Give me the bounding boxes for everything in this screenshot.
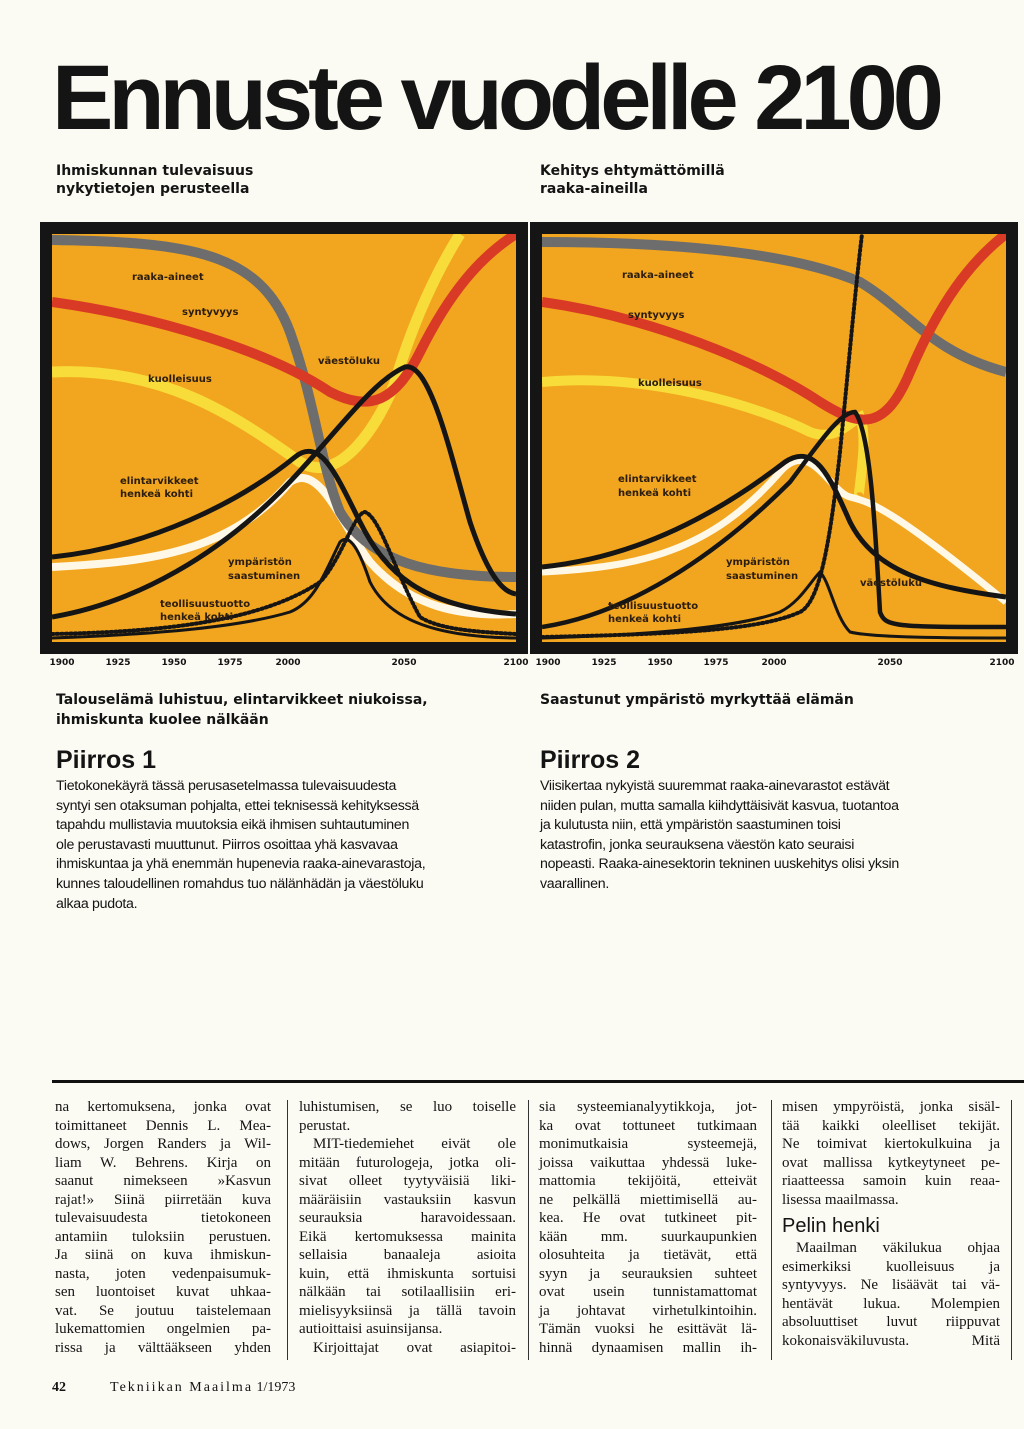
text-line: tulevaisuudesta tietokoneen: [55, 1210, 271, 1226]
page-footer: [52, 1380, 295, 1396]
caption-line: Saastunut ympäristö myrkyttää elämän: [540, 692, 854, 708]
text-line: katastrofin, jonka seurauksena väestön kato seuraisi: [540, 836, 855, 853]
text-line: Viisikertaa nykyistä suuremmat raaka-ainevarastot estävät: [540, 778, 890, 794]
text-line: ovat usein tunnistamattomat: [539, 1284, 757, 1300]
text-line: Eikä kertomuksessa mainita: [299, 1228, 516, 1245]
caption-line: Talouselämä luhistuu, elintarvikkeet niukoissa,: [56, 692, 428, 708]
text-line: rajat!» Siinä piirretään kuva: [55, 1191, 271, 1208]
text-line: sellaisia banaaleja asioita: [299, 1247, 516, 1263]
tick-label: 1975: [703, 658, 729, 668]
text-line: misen ympyröistä, jonka sisäl-: [782, 1099, 1000, 1115]
figure-1-x-axis: [49, 658, 530, 672]
text-line: nasta, joten vedenpaisumuk-: [55, 1265, 271, 1282]
label-elintarvikkeet-2: henkeä kohti: [618, 488, 691, 499]
tick-label: 1950: [161, 658, 187, 668]
text-line: mattomia tekijöitä, etteivät: [539, 1173, 757, 1189]
issue-number: 1/1973: [256, 1380, 296, 1395]
left-subtitle-line: Ihmiskunnan tulevaisuus: [56, 163, 254, 179]
text-line: Tietokonekäyrä tässä perusasetelmassa tulevaisuudesta: [56, 778, 397, 794]
text-line: määräisiin vastauksiin kasvun: [299, 1191, 516, 1208]
label-elintarvikkeet: elintarvikkeet: [618, 474, 697, 485]
tick-label: 1925: [591, 658, 617, 668]
figure-2-chart: [530, 222, 1018, 654]
tick-label: 2100: [989, 658, 1015, 668]
label-ymparisto-2: saastuminen: [228, 571, 301, 582]
text-line: sivat olleet tyytyväisiä liki-: [299, 1173, 516, 1189]
text-line: absoluuttiset luvut riippuvat: [782, 1314, 1000, 1330]
text-line: lisessa maailmassa.: [782, 1191, 899, 1208]
caption-line: ihmiskunta kuolee nälkään: [56, 712, 269, 728]
tick-label: 1900: [535, 658, 561, 668]
text-line: niiden pulan, mutta samalla kiihdyttäisivät kasvua, tuotantoa: [540, 797, 899, 814]
text-line: ne pelkällä miettimisellä au-: [539, 1191, 757, 1208]
text-line: syntyvyys. Ne lisäävät tai vä-: [782, 1277, 1000, 1293]
text-line: ja johtavat virhetulkintoihin.: [539, 1302, 757, 1319]
text-line: hentävät lukua. Molempien: [782, 1295, 1000, 1312]
left-subtitle: [56, 162, 253, 198]
page-title: Ennuste vuodelle 2100: [52, 47, 939, 149]
text-line: riaatteessa samoin kuin reaa-: [782, 1173, 1000, 1189]
text-line: toimittaneet Dennis L. Mea-: [55, 1117, 271, 1134]
figure-2-x-axis: [535, 658, 1016, 672]
text-line: ja kulutusta niin, että ympäristön saastuminen toisi: [540, 817, 841, 834]
figure-1-description: [56, 746, 425, 914]
figure-2-heading: Piirros 2: [540, 746, 641, 774]
text-line: kokonaisväkiluvusta. Mitä: [782, 1332, 1000, 1349]
text-line: lukemattomien ongelmien pa-: [55, 1321, 271, 1337]
text-line: seurauksia haravoidessaan.: [299, 1210, 516, 1226]
text-line: Ja siinä on kuva ihmiskun-: [55, 1247, 271, 1263]
label-teollisuustuotto-2: henkeä kohti: [160, 612, 233, 623]
label-teollisuustuotto: teollisuustuotto: [160, 599, 251, 610]
text-line: esimerkiksi kuolleisuus ja: [782, 1258, 1000, 1275]
text-line: kunnes taloudellinen romahdus tuo nälänhädän ja väestöluku: [56, 875, 424, 892]
label-elintarvikkeet: elintarvikkeet: [120, 476, 199, 487]
column-divider: [528, 1100, 529, 1360]
text-line: perustat.: [299, 1117, 351, 1134]
tick-label: 1925: [105, 658, 131, 668]
text-line: nälkään tai sotilaallisiin eri-: [299, 1284, 516, 1300]
label-teollisuustuotto: teollisuustuotto: [608, 601, 699, 612]
tick-label: 1900: [49, 658, 75, 668]
tick-label: 2050: [391, 658, 417, 668]
text-line: antamiin tuloksiin perustuen.: [55, 1228, 271, 1245]
tick-label: 2000: [275, 658, 301, 668]
column-divider: [287, 1100, 288, 1360]
text-line: vaarallinen.: [540, 875, 609, 892]
figure-2-caption: [540, 690, 854, 710]
text-line: nopeasti. Raaka-ainesektorin tekninen uuskehitys olisi yksin: [540, 856, 899, 873]
text-line: tapahdu mullistavia muutoksia eikä ihmisen suhtautuminen: [56, 817, 410, 834]
body-column-1: [55, 1098, 271, 1357]
tick-label: 1950: [647, 658, 673, 668]
text-line: hinnä dynaamisen mallin ih-: [539, 1339, 757, 1356]
tick-label: 1975: [217, 658, 243, 668]
body-column-3: [539, 1098, 757, 1357]
text-line: ole perustavasti muuttunut. Piirros osoittaa yhä kasvavaa: [56, 836, 398, 853]
text-line: mitään futurologeja, jotka oli-: [299, 1154, 516, 1171]
text-line: na kertomuksena, jonka ovat: [55, 1099, 271, 1115]
text-line: monimutkaisia systeemejä,: [539, 1136, 757, 1152]
label-raaka-aineet: raaka-aineet: [132, 272, 204, 283]
text-line: sen luontoiset kuvat uhkaa-: [55, 1284, 271, 1300]
text-line: luhistumisen, se luo toiselle: [299, 1099, 516, 1115]
text-line: Ne toimivat kiertokulkuina ja: [782, 1136, 1000, 1152]
label-ymparisto: ympäristön: [726, 557, 790, 568]
text-line: liam W. Behrens. Kirja on: [55, 1154, 271, 1171]
label-teollisuustuotto-2: henkeä kohti: [608, 614, 681, 625]
text-line: rissa ja välttääkseen yhden: [55, 1339, 271, 1356]
text-line: olosuhteita ja tietävät, että: [539, 1247, 757, 1263]
text-line: kea. He ovat tutkineet pit-: [539, 1210, 757, 1226]
figure-2-description: [540, 746, 899, 895]
label-vaestoluku: väestöluku: [318, 356, 380, 367]
text-line: MIT-tiedemiehet eivät ole: [313, 1136, 516, 1152]
text-line: Maailman väkilukua ohjaa: [796, 1240, 1000, 1256]
text-line: dows, Jorgen Randers ja Wil-: [55, 1136, 271, 1152]
column-divider: [1011, 1100, 1012, 1360]
text-line: syyn ja seurauksien suhteet: [539, 1265, 757, 1282]
page-number: 42: [52, 1380, 66, 1395]
figure-1-heading: Piirros 1: [56, 746, 157, 774]
label-ymparisto-2: saastuminen: [726, 571, 799, 582]
magazine-name: Tekniikan Maailma: [110, 1380, 254, 1395]
text-line: autioittaisi asuinsijansa.: [299, 1321, 443, 1337]
label-syntyvyys: syntyvyys: [628, 310, 685, 321]
right-subtitle: [540, 162, 725, 198]
text-line: ka ovat tottuneet tutkimaan: [539, 1117, 757, 1134]
text-line: tää kaikki oleelliset tekijät.: [782, 1117, 1000, 1134]
label-vaestoluku: väestöluku: [860, 578, 922, 589]
right-subtitle-line: raaka-aineilla: [540, 181, 648, 197]
text-line: kuin, että ihmiskunta sortuisi: [299, 1265, 516, 1282]
label-raaka-aineet: raaka-aineet: [622, 270, 694, 281]
right-subtitle-line: Kehitys ehtymättömillä: [540, 163, 725, 179]
tick-label: 2100: [503, 658, 529, 668]
text-line: Kirjoittajat ovat asiapitoi-: [313, 1339, 516, 1356]
text-line: kään mm. suurkaupunkien: [539, 1228, 757, 1245]
section-heading: Pelin henki: [782, 1215, 880, 1237]
text-line: syntyi sen otaksuman pohjalta, ettei teknisessä kehityksessä: [56, 797, 419, 814]
label-kuolleisuus: kuolleisuus: [148, 374, 212, 385]
text-line: Tämän vuoksi he esittävät lä-: [539, 1321, 757, 1337]
figure-1-caption: [56, 690, 428, 730]
label-elintarvikkeet-2: henkeä kohti: [120, 489, 193, 500]
body-column-4: [782, 1098, 1000, 1350]
text-line: saanut nimekseen »Kasvun: [55, 1173, 271, 1189]
text-line: ihmiskuntaa ja yhä enemmän hupenevia raaka-ainevarastoja,: [56, 856, 426, 873]
text-line: mielisyyksiinsä ja tällä tavoin: [299, 1302, 516, 1319]
column-divider: [771, 1100, 772, 1360]
text-line: joissa vaikuttaa yhdessä luke-: [539, 1154, 757, 1171]
tick-label: 2050: [877, 658, 903, 668]
horizontal-rule: [52, 1080, 1024, 1083]
text-line: ovat mallissa kytkeytyneet pe-: [782, 1154, 1000, 1171]
label-syntyvyys: syntyvyys: [182, 307, 239, 318]
text-line: sia systeemianalyytikkoja, jot-: [539, 1099, 757, 1115]
text-line: vat. Se joutuu taistelemaan: [55, 1302, 271, 1319]
figure-1-chart: [40, 222, 528, 654]
text-line: alkaa pudota.: [56, 895, 138, 912]
body-column-2: [299, 1098, 516, 1357]
label-kuolleisuus: kuolleisuus: [638, 378, 702, 389]
label-ymparisto: ympäristön: [228, 557, 292, 568]
left-subtitle-line: nykytietojen perusteella: [56, 181, 250, 197]
tick-label: 2000: [761, 658, 787, 668]
